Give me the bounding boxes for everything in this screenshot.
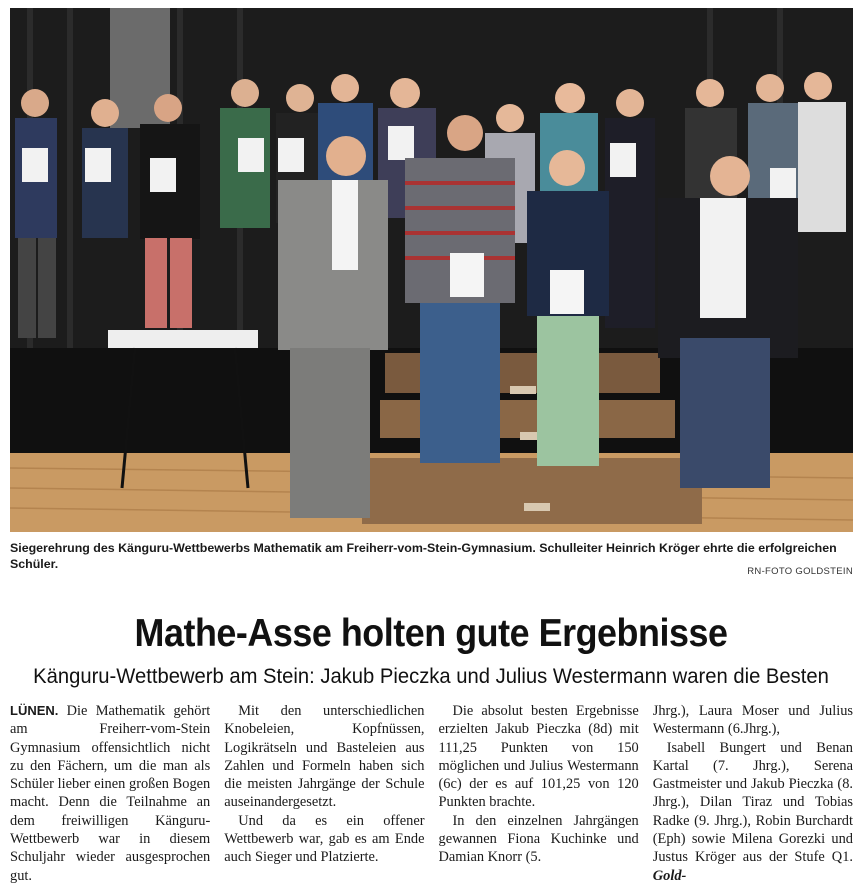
article-photo bbox=[10, 8, 853, 532]
article-body bbox=[10, 702, 853, 892]
group-photo-image bbox=[10, 8, 853, 532]
article-subheadline: Känguru-Wettbewerb am Stein: Jakub Pieczka und Julius Westermann waren die Besten bbox=[33, 664, 829, 688]
paragraph: Die absolut besten Ergebnisse erzielten Jakub Pieczka (8d) mit 111,25 Punkten von 150 möglichen und Julius Westermann (6c) der es auf 101,25 von 120 Punkten brachte. bbox=[438, 703, 639, 811]
paragraph: In den einzelnen Jahrgängen gewannen Fiona Kuchinke und Damian Knorr (5. bbox=[438, 812, 639, 866]
paragraph-continuation: Gold- bbox=[652, 867, 687, 884]
article-column-1 bbox=[10, 702, 210, 892]
article-column-2 bbox=[224, 702, 424, 892]
paragraph: Mit den unterschiedlichen Knobeleien, Kopfnüssen, Logikrätseln und Basteleien aus Zahlen und Formeln haben sich die meisten Jahrgänge der Schule auseinandergesetzt. bbox=[224, 703, 425, 811]
article-column-3 bbox=[439, 702, 639, 892]
paragraph: Und da es ein offener Wettbewerb war, gab es am Ende auch Sieger und Platzierte. bbox=[224, 812, 425, 866]
photo-credit: RN-FOTO GOLDSTEIN bbox=[747, 566, 853, 577]
dateline: LÜNEN. bbox=[10, 703, 59, 718]
paragraph: Die Mathematik gehört am Freiherr-vom-Stein Gymnasium offensichtlich nicht zu den Fächern, um die man als Schüler lieber einen großen Bogen macht. Denn die Teilnahme an dem freiwilligen Känguru-Wettbewerb war in diesem Schuljahr wieder ausgesprochen gut. bbox=[10, 703, 211, 884]
photo-caption: Siegerehrung des Känguru-Wettbewerbs Mathematik am Freiherr-vom-Stein-Gymnasium. Schulleiter Heinrich Kröger ehrte die erfolgreichen Schüler. bbox=[10, 541, 837, 571]
article-column-4 bbox=[653, 702, 853, 892]
paragraph: Jhrg.), Laura Moser und Julius Westermann (6.Jhrg.), bbox=[652, 703, 853, 738]
article-headline: Mathe-Asse holten gute Ergebnisse bbox=[134, 612, 728, 655]
paragraph: Isabell Bungert und Benan Kartal (7. Jhrg.), Serena Gastmeister und Jakub Pieczka (8. Jhrg.), Dilan Tiraz und Tobias Radke (9. Jhrg.), Robin Burchardt (Eph) sowie Milena Gorezki und Justus Kröger aus der Stufe Q1. bbox=[652, 739, 853, 866]
